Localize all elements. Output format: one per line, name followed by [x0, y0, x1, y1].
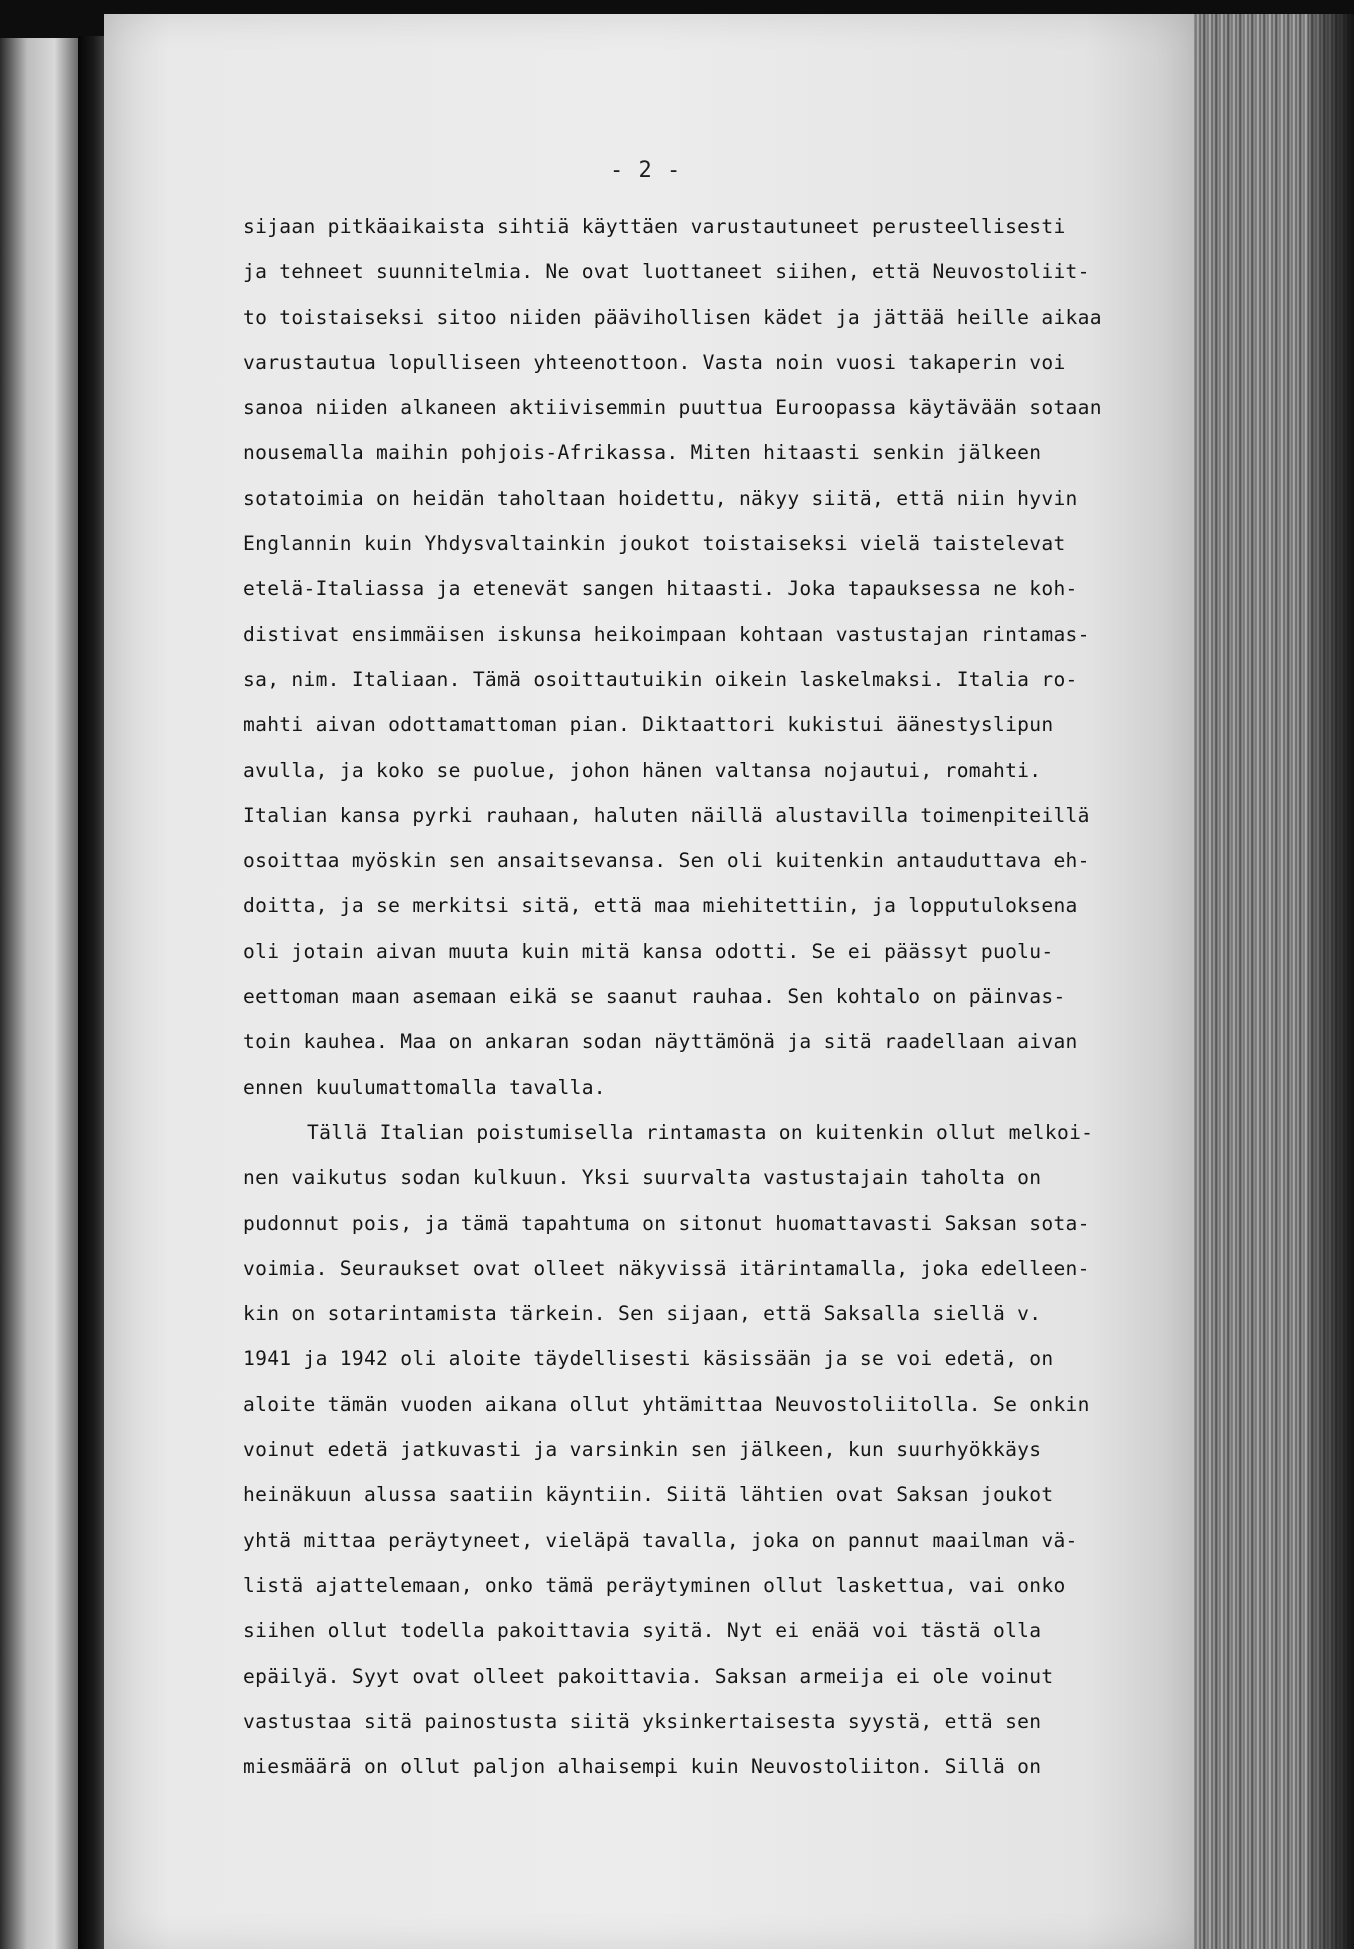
paragraph-2 — [243, 1110, 1203, 1789]
document-body — [243, 204, 1203, 1789]
text-line: 1941 ja 1942 oli aloite täydellisesti käsissään ja se voi edetä, on — [243, 1347, 1054, 1371]
text-line: siihen ollut todella pakoittavia syitä. Nyt ei enää voi tästä olla — [243, 1619, 1042, 1643]
text-line: ja tehneet suunnitelmia. Ne ovat luottaneet siihen, että Neuvostoliit- — [243, 260, 1090, 284]
text-line: sa, nim. Italiaan. Tämä osoittautuikin oikein laskelmaksi. Italia ro- — [243, 667, 1078, 691]
text-line: Englannin kuin Yhdysvaltainkin joukot toistaiseksi vielä taistelevat — [243, 532, 1066, 556]
text-line: osoittaa myöskin sen ansaitsevansa. Sen oli kuitenkin antauduttava eh- — [243, 849, 1090, 873]
text-line: kin on sotarintamista tärkein. Sen sijaan, että Saksalla siellä v. — [243, 1302, 1042, 1326]
text-line: yhtä mittaa peräytyneet, vieläpä tavalla, joka on pannut maailman vä- — [243, 1528, 1078, 1552]
text-line: vastustaa sitä painostusta siitä yksinkertaisesta syystä, että sen — [243, 1709, 1042, 1733]
text-line: aloite tämän vuoden aikana ollut yhtämittaa Neuvostoliitolla. Se onkin — [243, 1392, 1090, 1416]
text-line: voimia. Seuraukset ovat olleet näkyvissä itärintamalla, joka edelleen- — [243, 1256, 1090, 1280]
text-line: Tällä Italian poistumisella rintamasta on kuitenkin ollut melkoi- — [307, 1120, 1094, 1144]
paragraph-1 — [243, 204, 1203, 1110]
text-line: oli jotain aivan muuta kuin mitä kansa odotti. Se ei päässyt puolu- — [243, 939, 1054, 963]
text-line: nousemalla maihin pohjois-Afrikassa. Miten hitaasti senkin jälkeen — [243, 441, 1042, 465]
text-line: mahti aivan odottamattoman pian. Diktaattori kukistui äänestyslipun — [243, 713, 1054, 737]
text-line: distivat ensimmäisen iskunsa heikoimpaan kohtaan vastustajan rintamas- — [243, 622, 1090, 646]
text-line: sotatoimia on heidän taholtaan hoidettu, näkyy siitä, että niin hyvin — [243, 486, 1078, 510]
text-line: epäilyä. Syyt ovat olleet pakoittavia. Saksan armeija ei ole voinut — [243, 1664, 1054, 1688]
stacked-page-edges — [1194, 14, 1354, 1949]
text-line: eettoman maan asemaan eikä se saanut rauhaa. Sen kohtalo on päinvas- — [243, 985, 1066, 1009]
text-line: pudonnut pois, ja tämä tapahtuma on sitonut huomattavasti Saksan sota- — [243, 1211, 1090, 1235]
text-line: avulla, ja koko se puolue, johon hänen valtansa nojautui, romahti. — [243, 758, 1042, 782]
text-line: sijaan pitkäaikaista sihtiä käyttäen varustautuneet perusteellisesti — [243, 215, 1066, 238]
text-line: sanoa niiden alkaneen aktiivisemmin puuttua Euroopassa käytävään sotaan — [243, 396, 1102, 420]
text-line: voinut edetä jatkuvasti ja varsinkin sen jälkeen, kun suurhyökkäys — [243, 1438, 1042, 1462]
text-line: Italian kansa pyrki rauhaan, haluten näillä alustavilla toimenpiteillä — [243, 803, 1090, 827]
text-line: doitta, ja se merkitsi sitä, että maa miehitettiin, ja lopputuloksena — [243, 894, 1078, 918]
text-line: to toistaiseksi sitoo niiden päävihollisen kädet ja jättää heille aikaa — [243, 305, 1102, 329]
page-number: - 2 - — [610, 158, 682, 183]
book-gutter — [78, 36, 104, 1949]
text-line: ennen kuulumattomalla tavalla. — [243, 1075, 606, 1099]
text-line: nen vaikutus sodan kulkuun. Yksi suurvalta vastustajain taholta on — [243, 1166, 1042, 1190]
text-line: varustautua lopulliseen yhteenottoon. Vasta noin vuosi takaperin voi — [243, 350, 1066, 374]
left-page-edge — [0, 38, 78, 1949]
text-line: toin kauhea. Maa on ankaran sodan näyttämönä ja sitä raadellaan aivan — [243, 1030, 1078, 1054]
text-line: heinäkuun alussa saatiin käyntiin. Siitä lähtien ovat Saksan joukot — [243, 1483, 1054, 1507]
text-line: etelä-Italiassa ja etenevät sangen hitaasti. Joka tapauksessa ne koh- — [243, 577, 1078, 601]
text-line: listä ajattelemaan, onko tämä peräytyminen ollut laskettua, vai onko — [243, 1573, 1066, 1597]
text-line: miesmäärä on ollut paljon alhaisempi kuin Neuvostoliiton. Sillä on — [243, 1755, 1042, 1779]
